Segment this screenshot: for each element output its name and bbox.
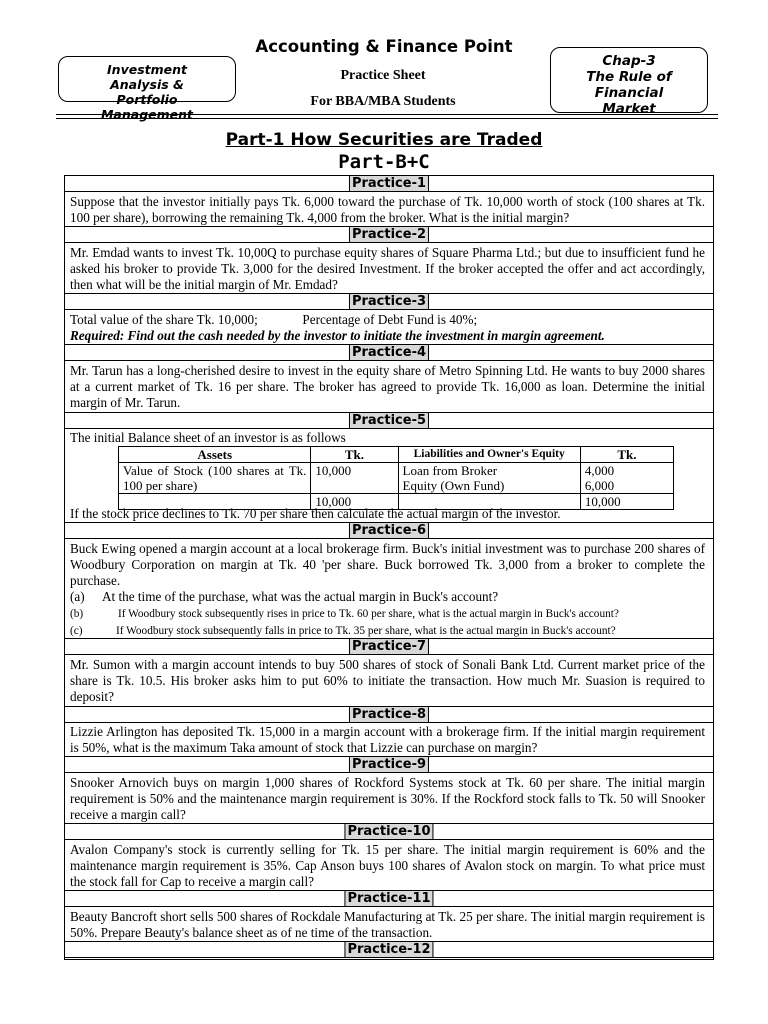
practice-text: Mr. Emdad wants to invest Tk. 10,00Q to purchase equity shares of Square Pharma Ltd.; but due to insufficient fund he asked his broker to provide Tk. 3,000 for the desired Investment. If the broker accepted the offer and act accordingly, then what will be the initial margin of Mr. Emdad? — [70, 245, 705, 292]
practice-label: Practice-2 — [349, 226, 429, 243]
practice-intro: The initial Balance sheet of an investor is as follows — [70, 430, 346, 445]
total-liabilities: 10,000 — [580, 494, 673, 510]
practice-text: Mr. Tarun has a long-cherished desire to invest in the equity share of Metro Spinning Ltd. He wants to buy 2000 shares at a current market of Tk. 16 per share. The broker has agreed to provide Tk. 16,000 as loan. Determine the initial margin of Mr. Tarun. — [70, 363, 705, 410]
header-title: Accounting & Finance Point — [255, 37, 513, 56]
sub-question-mark: (c) — [70, 625, 83, 637]
practice-label: Practice-7 — [349, 638, 429, 655]
practice-heading — [64, 638, 714, 655]
practice-heading — [64, 941, 714, 958]
practice-label: Practice-1 — [349, 175, 429, 192]
practice-text: Suppose that the investor initially pays Tk. 6,000 toward the purchase of Tk. 10,000 worth of stock (100 shares at Tk. 100 per share), borrowing the remaining Tk. 4,000 from the broker. What is the initial margin? — [70, 194, 705, 225]
chapter-line: Market — [602, 101, 656, 117]
practice-label: Practice-6 — [349, 522, 429, 539]
chapter-line: Chap-3 — [602, 53, 656, 69]
practice-heading — [64, 344, 714, 361]
practice-label: Practice-11 — [344, 890, 433, 907]
practice-heading — [64, 823, 714, 840]
liabilities-values — [580, 463, 673, 494]
sub-question-mark: (b) — [70, 608, 84, 620]
subject-line: Investment — [107, 62, 187, 77]
practice-label: Practice-3 — [349, 293, 429, 310]
practice-text: Avalon Company's stock is currently selling for Tk. 15 per share. The initial margin requirement is 60% and the maintenance margin requirement is 35%. Cap Anson buys 100 shares of Avalon stock on margin. To what price must the stock fall for Cap to receive a margin call? — [70, 842, 705, 889]
sheet-type: Practice Sheet — [340, 68, 426, 83]
col-assets: Assets — [119, 447, 311, 463]
practice-text: Mr. Sumon with a margin account intends to buy 500 shares of stock of Sonali Bank Ltd. Current market price of the share is Tk. 10.5. His broker asks him to put 60% to initiate the transaction. How much Mr. Suasion is required to deposit? — [70, 657, 705, 704]
given-total-value: Total value of the share Tk. 10,000; — [70, 312, 258, 327]
chapter-box-text — [550, 53, 708, 117]
col-assets-tk: Tk. — [311, 447, 398, 463]
asset-label: Value of Stock (100 shares at Tk. 100 per share) — [119, 463, 311, 494]
header-divider — [56, 114, 718, 115]
practice-text: Snooker Arnovich buys on margin 1,000 shares of Rockford Systems stock at Tk. 60 per share. The initial margin requirement is 50% and the maintenance margin requirement is 30%. If the Rockford stock falls to Tk. 50 will Snooker receive a margin call? — [70, 775, 705, 822]
practice-text: Buck Ewing opened a margin account at a local brokerage firm. Buck's initial investment was to purchase 200 shares of Woodbury Corporation on margin at Tk. 40 'per share. Buck borrowed Tk. 3,000 from a broker to complete the purchase. — [70, 541, 705, 588]
sub-question — [70, 589, 705, 605]
sub-question-mark: (a) — [70, 589, 85, 604]
part-title: Part-1 How Securities are Traded — [225, 130, 543, 150]
practice-label: Practice-5 — [349, 412, 429, 429]
chapter-line: The Rule of — [586, 69, 672, 85]
loan-value: 4,000 — [584, 463, 615, 478]
subject-line: Portfolio — [116, 92, 178, 107]
subject-line: Analysis & — [110, 77, 184, 92]
practice-text: Lizzie Arlington has deposited Tk. 15,000 in a margin account with a brokerage firm. If the initial margin requirement is 50%, what is the maximum Taka amount of stock that Lizzie can purchase on margin? — [70, 724, 705, 755]
given-debt-percentage: Percentage of Debt Fund is 40%; — [302, 312, 478, 327]
balance-sheet-table — [118, 446, 674, 510]
practice-heading — [64, 890, 714, 907]
practice-heading — [64, 756, 714, 773]
practice-label: Practice-4 — [349, 344, 429, 361]
practice-heading — [64, 706, 714, 723]
table-header-row — [119, 447, 674, 463]
sub-question — [70, 606, 705, 622]
practice-label: Practice-9 — [349, 756, 429, 773]
audience: For BBA/MBA Students — [310, 94, 456, 109]
sub-question — [70, 623, 705, 639]
equity-value: 6,000 — [584, 478, 615, 493]
liabilities-cell — [398, 463, 580, 494]
sub-question-text: If Woodbury stock subsequently falls in price to Tk. 35 per share, what is the actual margin in Buck's account? — [116, 625, 616, 637]
practice-label: Practice-12 — [344, 941, 433, 958]
asset-value: 10,000 — [311, 463, 398, 494]
practice-heading — [64, 522, 714, 539]
practice-question: If the stock price declines to Tk. 70 per share then calculate the actual margin of the investor. — [70, 506, 561, 521]
practice-heading — [64, 412, 714, 429]
practice-heading — [64, 175, 714, 192]
part-subtitle: Part-B+C — [338, 151, 430, 173]
chapter-line: Financial — [594, 85, 664, 101]
practice-heading — [64, 293, 714, 310]
practice-requirement: Required: Find out the cash needed by the investor to initiate the investment in margin agreement. — [70, 328, 605, 343]
practice-label: Practice-8 — [349, 706, 429, 723]
practice-label: Practice-10 — [344, 823, 433, 840]
sub-question-text: At the time of the purchase, what was the actual margin in Buck's account? — [102, 589, 499, 604]
sub-question-text: If Woodbury stock subsequently rises in price to Tk. 60 per share, what is the actual margin in Buck's account? — [118, 608, 619, 620]
header-divider — [56, 118, 718, 119]
col-liabilities: Liabilities and Owner's Equity — [398, 447, 580, 463]
liability-equity: Equity (Own Fund) — [402, 478, 505, 493]
practice-text: Beauty Bancroft short sells 500 shares of Rockdale Manufacturing at Tk. 25 per share. The initial margin requirement is 50%. Prepare Beauty's balance sheet as of ne time of the transaction. — [70, 909, 705, 940]
subject-box-text — [58, 62, 236, 122]
total-assets: 10,000 — [311, 494, 398, 510]
practice-heading — [64, 226, 714, 243]
liability-loan: Loan from Broker — [402, 463, 498, 478]
practice-text — [70, 312, 705, 328]
subject-line: Management — [100, 107, 193, 122]
table-row — [119, 463, 674, 494]
col-liabilities-tk: Tk. — [580, 447, 673, 463]
